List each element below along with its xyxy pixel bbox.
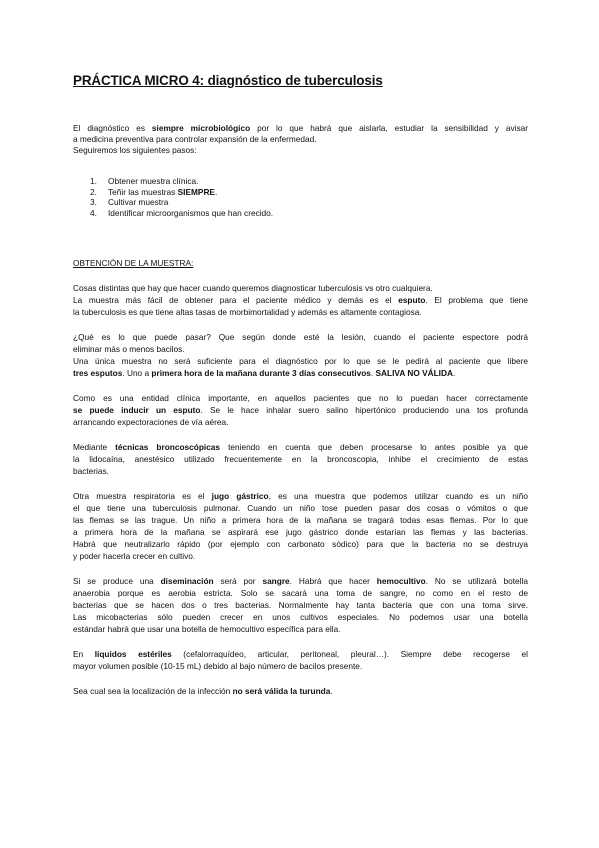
document-title: PRÁCTICA MICRO 4: diagnóstico de tuberculosis xyxy=(73,73,383,88)
text-run: Mediante xyxy=(73,442,116,452)
p8-line-1 xyxy=(73,686,333,696)
p1-line-2 xyxy=(73,295,528,305)
text-run: Teñir las muestras xyxy=(108,186,178,197)
p5-line-2: el que tiene una tuberculosis pulmonar. Cuando un niño tose pueden pasar dos cosas o vómitos o que xyxy=(73,503,528,513)
text-run: (cefalorraquídeo, articular, peritoneal, pleural…). Siempre debe recogerse el xyxy=(171,649,528,659)
text-run: , es una muestra que podemos utilizar cuando es un niño xyxy=(268,491,528,501)
text-run: . xyxy=(452,368,456,378)
p5-line-4: a primera hora de la mañana se aspirará ese jugo gástrico donde estarían las flemas y las bacterias. xyxy=(73,527,528,537)
intro-line-2: a medicina preventiva para controlar expansión de la enfermedad. xyxy=(73,134,317,144)
list-number: 3. xyxy=(90,197,97,208)
p3-line-3: arrancando expectoraciones de vía aérea. xyxy=(73,417,229,427)
text-run: Sea cual sea la localización de la infección xyxy=(73,686,233,696)
bold-text: diseminación xyxy=(160,576,214,586)
p6-line-3: bacterias que se hacen dos o tres bacterias. Normalmente hay tanta bacteria que con una toma sirve. xyxy=(73,600,528,610)
bold-text: hemocultivo xyxy=(376,576,426,586)
p1-line-1: Cosas distintas que hay que hacer cuando queremos diagnosticar tuberculosis vs otro cualquiera. xyxy=(73,283,433,293)
text-run: . xyxy=(370,368,376,378)
bold-text: SIEMPRE xyxy=(177,186,215,197)
p2-line-2: eliminar más o menos bacilos. xyxy=(73,344,185,354)
bold-text: sangre xyxy=(262,576,290,586)
list-item xyxy=(90,187,273,198)
text-run: será por xyxy=(213,576,263,586)
text-run: Obtener muestra clínica. xyxy=(108,176,199,186)
text-run: Cultivar muestra xyxy=(108,197,169,208)
bold-text: primera hora de la mañana durante 3 días consecutivos xyxy=(151,368,371,378)
text-run: . El problema que tiene xyxy=(425,295,529,305)
steps-list xyxy=(90,176,273,218)
bold-text: no será válida la turunda xyxy=(232,686,331,696)
p3-line-1: Como es una entidad clínica importante, en aquellos pacientes que no lo puedan hacer correctamente xyxy=(73,393,528,403)
bold-text: jugo gástrico xyxy=(211,491,269,501)
text-run: . No se utilizará botella xyxy=(425,576,528,586)
text-run: teniendo en cuenta que deben procesarse lo antes posible ya que xyxy=(220,442,528,452)
p5-line-3: las flemas se las trague. Un niño a primera hora de la mañana se tragará todas esas flemas. Por lo que xyxy=(73,515,528,525)
text-run: . Uno a xyxy=(122,368,152,378)
bold-text: SALIVA NO VÁLIDA xyxy=(375,368,453,378)
p5-line-6: y poder hacerla crecer en cultivo. xyxy=(73,551,196,561)
text-run: Otra muestra respiratoria es el xyxy=(73,491,212,501)
text-run: La muestra más fácil de obtener para el paciente médico y demás es el xyxy=(73,295,399,305)
p4-line-3: bacterias. xyxy=(73,466,109,476)
list-item xyxy=(90,176,273,187)
intro-line-3: Seguiremos los siguientes pasos: xyxy=(73,145,197,155)
list-item xyxy=(90,197,273,208)
text-run: . Se le hace inhalar suero salino hipertónico produciendo una tos profunda xyxy=(200,405,528,415)
bold-text: líquidos estériles xyxy=(94,649,172,659)
p3-line-2 xyxy=(73,405,528,415)
p7-line-1 xyxy=(73,649,528,659)
p6-line-5: estándar habrá que usar una botella de hemocultivo específica para ella. xyxy=(73,624,341,634)
text-run: Si se produce una xyxy=(73,576,161,586)
bold-text: tres esputos xyxy=(73,368,123,378)
p2-line-3: Una única muestra no será suficiente para el diagnóstico por lo que se le pedirá al paciente que libere xyxy=(73,356,528,366)
p2-line-1: ¿Qué es lo que puede pasar? Que según donde esté la lesión, cuando el paciente espectore podrá xyxy=(73,332,528,342)
p6-line-2: anaerobia porque es aerobia estricta. Solo se sacará una toma de sangre, no como en el resto de xyxy=(73,588,528,598)
bold-text: técnicas broncoscópicas xyxy=(115,442,221,452)
bold-text: se puede inducir un esputo xyxy=(73,405,201,415)
text-run: por lo que habrá que aislarla, estudiar la sensibilidad y avisar xyxy=(250,123,529,133)
text-run: . Habrá que hacer xyxy=(289,576,377,586)
text-run: . xyxy=(330,686,333,696)
bold-text: siempre microbiológico xyxy=(151,123,251,133)
p6-line-4: Las micobacterias sólo pueden crecer en unos cultivos especiales. No podemos usar una botella xyxy=(73,612,528,622)
p1-line-3: la tuberculosis es que tiene altas tasas de morbimortalidad y además es altamente contagiosa. xyxy=(73,307,422,317)
list-number: 2. xyxy=(90,186,97,197)
p6-line-1 xyxy=(73,576,528,586)
text-run: . xyxy=(214,186,218,197)
intro-line-1 xyxy=(73,123,528,133)
p2-line-4 xyxy=(73,368,455,378)
text-run: En xyxy=(73,649,95,659)
bold-text: esputo xyxy=(398,295,426,305)
list-item xyxy=(90,208,273,219)
p4-line-1 xyxy=(73,442,528,452)
p4-line-2: la lidocaína, anestésico utilizado frecuentemente en la broncoscopia, inhibe el crecimiento de estas xyxy=(73,454,528,464)
list-number: 4. xyxy=(90,207,97,218)
section-heading: OBTENCIÓN DE LA MUESTRA: xyxy=(73,258,194,268)
p7-line-2: mayor volumen posible (10-15 mL) debido al bajo número de bacilos presente. xyxy=(73,661,363,671)
text-run: Identificar microorganismos que han crecido. xyxy=(108,207,274,218)
list-number: 1. xyxy=(90,176,97,186)
p5-line-1 xyxy=(73,491,528,501)
text-run: El diagnóstico es xyxy=(73,123,152,133)
p5-line-5: Habrá que neutralizarlo rápido (por ejemplo con carbonato sódico) para que la bacteria no se destruya xyxy=(73,539,528,549)
